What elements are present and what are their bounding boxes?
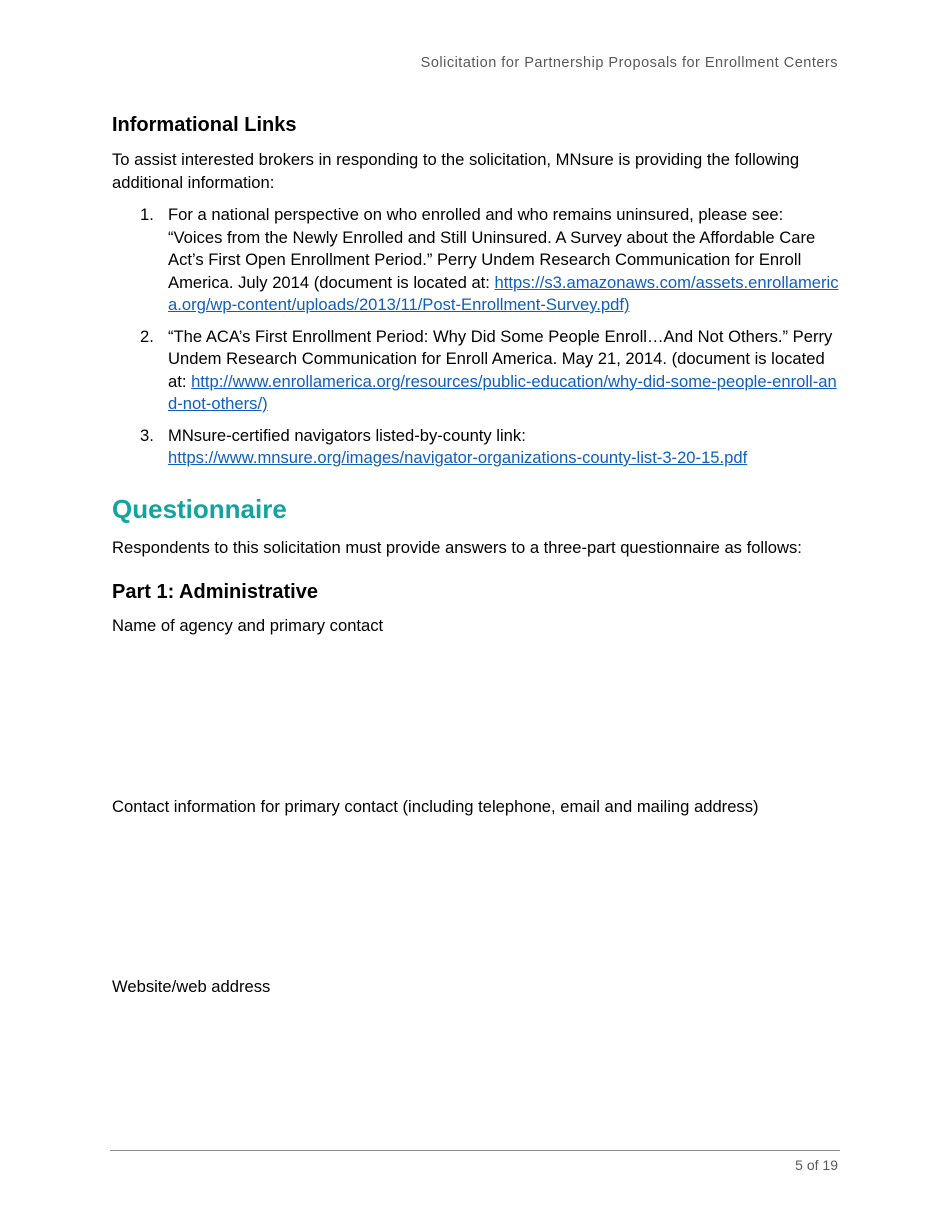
- list-item-text: “The ACA’s First Enrollment Period: Why Did Some People Enroll…And Not Others.” Perry Undem Research Communication for Enroll America. May 21, 2014. (document is located at:: [168, 326, 833, 391]
- page-content: [112, 112, 842, 999]
- questionnaire-intro: Respondents to this solicitation must provide answers to a three-part questionnaire as follows:: [112, 537, 802, 557]
- footer-divider: [110, 1150, 840, 1151]
- list-item-number: 1.: [140, 205, 154, 224]
- field-website: Website/web address: [112, 977, 271, 996]
- list-item: [112, 425, 842, 470]
- list-item: [112, 204, 842, 317]
- field-agency-name: Name of agency and primary contact: [112, 616, 384, 635]
- list-item-number: 3.: [140, 425, 154, 445]
- informational-links-intro: To assist interested brokers in responding to the solicitation, MNsure is providing the following additional information:: [112, 150, 800, 192]
- list-item: [112, 326, 842, 416]
- enroll-america-survey-link[interactable]: https://s3.amazonaws.com/assets.enrollamerica.org/wp-content/uploads/2013/11/Post-Enrollment-Survey.pdf): [168, 272, 839, 314]
- part1-heading: Part 1: Administrative: [112, 581, 318, 603]
- list-item-text: MNsure-certified navigators listed-by-county link:: [168, 425, 526, 445]
- enroll-america-education-link[interactable]: http://www.enrollamerica.org/resources/public-education/why-did-some-people-enroll-and-not-others/): [168, 371, 837, 413]
- informational-links-list: [112, 204, 842, 470]
- mnsure-navigator-list-link[interactable]: https://www.mnsure.org/images/navigator-organizations-county-list-3-20-15.pdf: [168, 448, 748, 467]
- informational-links-heading: Informational Links: [112, 114, 297, 136]
- list-item-number: 2.: [140, 326, 154, 346]
- field-contact-information: Contact information for primary contact (including telephone, email and mailing address): [112, 796, 759, 816]
- page-number: 5 of 19: [795, 1157, 838, 1173]
- questionnaire-heading: Questionnaire: [112, 493, 287, 524]
- running-header: Solicitation for Partnership Proposals for Enrollment Centers: [420, 55, 838, 71]
- list-item-text: For a national perspective on who enrolled and who remains uninsured, please see: “Voices from the Newly Enrolled and Still Uninsured. A Survey about the Affordable Care Act’s First Open Enrollment Period.” Perry Undem Research Communication for Enroll America. July 2014 (document is located at:: [168, 205, 816, 292]
